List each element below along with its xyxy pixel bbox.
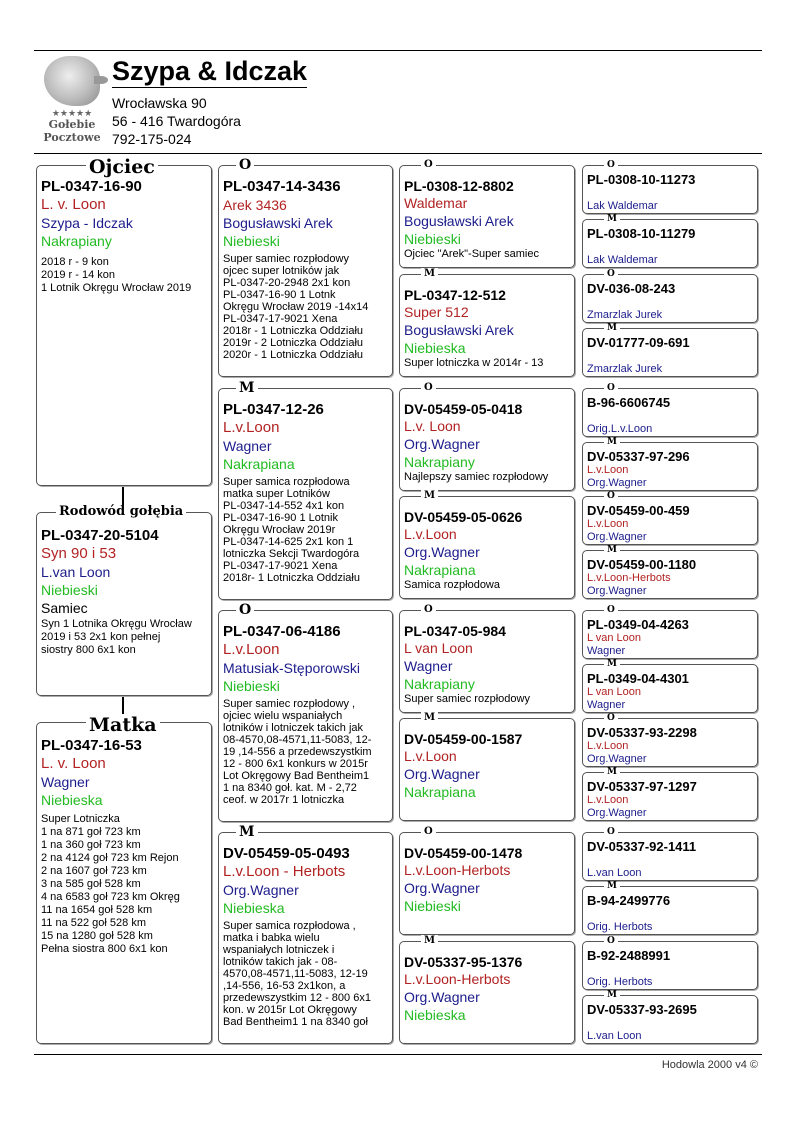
label-m: M (421, 935, 438, 946)
gen3-card-8[interactable] (399, 941, 575, 1044)
gen2-3-note: Super samiec rozpłodowy , ojciec wielu wspaniałych lotników i lotniczek takich jak 08-4570,08-4571,11-5083, 12- 19 ,14-556 a przedewszystkim 12 - 800 6x1 konkurs w 2015r Lot Okręgowy Bad Bentheim1 1 na 8340 goł. kat. M - 2,72 ceof. w 2017r 1 lotniczka (223, 698, 372, 806)
gen2-4-ring: DV-05459-05-0493 (223, 845, 350, 862)
gen4-4-breeder: Zmarzlak Jurek (587, 363, 663, 375)
gen3-5-color: Nakrapiany (404, 676, 475, 692)
father-note: 2018 r - 9 kon 2019 r - 14 kon 1 Lotnik Okręgu Wrocław 2019 (41, 256, 192, 294)
label-rodowod: Rodowód gołębia (56, 505, 186, 519)
gen2-1-note: Super samiec rozpłodowy ojcec super lotników jak PL-0347-20-2948 2x1 kon PL-0347-16-90 1 Lotnk Okręgu Wrocław 2019 -14x14 PL-0347-17-9021 Xena 2018r - 1 Lotniczka Oddziału 2019r - 2 Lotniczka Oddziału 2020r - 1 Lotniczka Oddziału (223, 253, 369, 361)
label-o: O (421, 159, 436, 170)
gen4-7-ring: DV-05459-00-459 (587, 503, 690, 518)
gen3-1-name: Waldemar (404, 195, 468, 211)
label-m: M (421, 268, 438, 279)
subject-ring: PL-0347-20-5104 (41, 527, 159, 544)
gen4-card-5[interactable] (582, 388, 758, 437)
gen3-7-color: Niebieski (404, 898, 461, 914)
gen2-3-color: Niebieski (223, 678, 280, 694)
father-card[interactable] (36, 165, 212, 486)
gen3-3-breeder: Org.Wagner (404, 436, 480, 452)
gen4-card-10[interactable] (582, 664, 758, 713)
breeder-street: Wrocławska 90 (112, 95, 207, 111)
label-o: O (604, 606, 618, 615)
subject-card[interactable] (36, 512, 212, 696)
breeder-city: 56 - 416 Twardogóra (112, 113, 241, 129)
gen4-card-13[interactable] (582, 832, 758, 881)
mother-name: L. v. Loon (41, 755, 106, 772)
gen4-5-breeder: Orig.L.v.Loon (587, 423, 653, 435)
gen2-3-name: L.v.Loon (223, 641, 280, 658)
gen4-4-name (587, 350, 753, 363)
gen4-2-name (587, 241, 753, 254)
label-o: O (421, 604, 436, 615)
gen4-11-name: L.v.Loon (587, 740, 629, 752)
mother-card[interactable] (36, 722, 212, 1044)
gen4-10-breeder: Wagner (587, 699, 626, 711)
gen4-9-ring: PL-0349-04-4263 (587, 617, 689, 632)
gen3-5-note: Super samiec rozpłodowy (404, 693, 530, 705)
gen4-14-ring: B-94-2499776 (587, 893, 671, 908)
gen4-4-ring: DV-01777-09-691 (587, 335, 690, 350)
gen3-5-breeder: Wagner (404, 658, 453, 674)
gen3-3-color: Nakrapiany (404, 454, 475, 470)
gen3-3-name: L.v. Loon (404, 418, 461, 434)
gen3-4-color: Nakrapiana (404, 562, 476, 578)
gen4-card-8[interactable] (582, 550, 758, 599)
gen4-card-15[interactable] (582, 941, 758, 990)
gen4-card-4[interactable] (582, 328, 758, 377)
gen3-5-ring: PL-0347-05-984 (404, 623, 506, 639)
pigeon-head-icon (44, 56, 100, 106)
gen4-12-name: L.v.Loon (587, 794, 629, 806)
gen4-8-ring: DV-05459-00-1180 (587, 557, 697, 572)
gen3-2-color: Niebieska (404, 340, 466, 356)
subject-name: Syn 90 i 53 (41, 545, 117, 562)
gen3-6-ring: DV-05459-00-1587 (404, 731, 523, 747)
gen4-card-16[interactable] (582, 995, 758, 1044)
gen4-14-name (587, 908, 753, 921)
label-m: M (604, 546, 620, 555)
gen2-3-breeder: Matusiak-Stęporowski (223, 660, 360, 676)
gen3-7-breeder: Org.Wagner (404, 880, 480, 896)
logo-text-2: Pocztowe (43, 131, 101, 144)
gen3-card-5[interactable] (399, 610, 575, 713)
gen3-card-3[interactable] (399, 388, 575, 491)
header-rule (34, 153, 762, 154)
father-color: Nakrapiany (41, 233, 112, 249)
gen3-card-6[interactable] (399, 718, 575, 821)
gen4-13-breeder: L.van Loon (587, 867, 642, 879)
gen4-7-name: L.v.Loon (587, 518, 629, 530)
gen3-card-1[interactable] (399, 165, 575, 268)
label-ojciec: Ojciec (86, 156, 158, 178)
gen4-5-name (587, 410, 753, 423)
gen2-4-name: L.v.Loon - Herbots (223, 863, 346, 880)
gen3-8-breeder: Org.Wagner (404, 989, 480, 1005)
logo-stars: ★★★★★ (51, 108, 93, 118)
gen4-14-breeder: Orig. Herbots (587, 921, 653, 933)
footer-text: Hodowla 2000 v4 © (661, 1059, 758, 1071)
gen3-4-note: Samica rozpłodowa (404, 579, 500, 591)
father-name: L. v. Loon (41, 196, 106, 213)
gen4-16-ring: DV-05337-93-2695 (587, 1002, 697, 1017)
gen3-4-breeder: Org.Wagner (404, 544, 480, 560)
gen4-12-breeder: Org.Wagner (587, 807, 647, 819)
gen3-2-name: Super 512 (404, 304, 469, 320)
gen3-7-name: L.v.Loon-Herbots (404, 862, 511, 878)
label-o: O (604, 492, 618, 501)
subject-breeder: L.van Loon (41, 564, 111, 580)
label-o: O (604, 270, 618, 279)
label-o: O (421, 826, 436, 837)
gen4-12-ring: DV-05337-97-1297 (587, 779, 697, 794)
gen4-card-12[interactable] (582, 772, 758, 821)
gen4-card-14[interactable] (582, 886, 758, 935)
gen4-card-7[interactable] (582, 496, 758, 545)
gen2-2-name: L.v.Loon (223, 419, 280, 436)
gen4-1-ring: PL-0308-10-11273 (587, 172, 696, 187)
label-o: O (236, 158, 254, 172)
gen2-2-breeder: Wagner (223, 438, 272, 454)
father-breeder: Szypa - Idczak (41, 215, 133, 231)
gen4-8-name: L.v.Loon-Herbots (587, 572, 671, 584)
gen3-8-name: L.v.Loon-Herbots (404, 971, 511, 987)
subject-note: Syn 1 Lotnika Okręgu Wrocław 2019 i 53 2x1 kon pełnej siostry 800 6x1 kon (41, 618, 192, 656)
gen3-1-note: Ojciec "Arek"-Super samiec (404, 248, 539, 260)
label-m: M (604, 991, 620, 1000)
gen4-card-9[interactable] (582, 610, 758, 659)
gen2-1-name: Arek 3436 (223, 197, 287, 213)
label-m: M (604, 882, 620, 891)
gen3-4-name: L.v.Loon (404, 526, 457, 542)
breeder-phone: 792-175-024 (112, 131, 192, 147)
label-matka: Matka (86, 714, 160, 736)
subject-sex: Samiec (41, 600, 88, 616)
gen3-7-ring: DV-05459-00-1478 (404, 845, 523, 861)
gen4-3-ring: DV-036-08-243 (587, 281, 676, 296)
label-m: M (604, 438, 620, 447)
footer-rule (34, 1054, 762, 1055)
gen3-3-note: Najlepszy samiec rozpłodowy (404, 471, 549, 483)
mother-color: Niebieska (41, 792, 103, 808)
gen3-4-ring: DV-05459-05-0626 (404, 509, 523, 525)
gen4-card-1[interactable] (582, 165, 758, 214)
gen3-3-ring: DV-05459-05-0418 (404, 401, 523, 417)
gen3-card-2[interactable] (399, 274, 575, 377)
gen4-8-breeder: Org.Wagner (587, 585, 647, 597)
gen3-2-breeder: Bogusławski Arek (404, 322, 514, 338)
gen2-4-breeder: Org.Wagner (223, 882, 299, 898)
mother-note: Super Lotniczka 1 na 871 goł 723 km 1 na 360 goł 723 km 2 na 4124 goł 723 km Rejon 2 na 1607 goł 723 km 3 na 585 goł 528 km 4 na 6583 goł 723 km Okręg 11 na 1654 goł 528 km 11 na 522 goł 528 km 15 na 1280 goł 528 km Pełna siostra 800 6x1 kon (41, 813, 180, 955)
mother-breeder: Wagner (41, 774, 90, 790)
gen4-3-breeder: Zmarzlak Jurek (587, 309, 663, 321)
gen4-10-ring: PL-0349-04-4301 (587, 671, 689, 686)
gen4-6-breeder: Org.Wagner (587, 477, 647, 489)
gen4-13-name (587, 854, 753, 867)
gen3-6-breeder: Org.Wagner (404, 766, 480, 782)
gen4-10-name: L van Loon (587, 686, 642, 698)
mother-ring: PL-0347-16-53 (41, 737, 142, 754)
gen4-15-name (587, 963, 753, 976)
label-o: O (604, 937, 618, 946)
gen4-2-ring: PL-0308-10-11279 (587, 226, 696, 241)
label-m: M (421, 490, 438, 501)
gen4-9-name: L van Loon (587, 632, 642, 644)
gen2-card-4[interactable] (218, 832, 393, 1044)
logo (36, 56, 108, 148)
gen2-4-note: Super samica rozpłodowa , matka i babka wielu wspaniałych lotniczek i lotników takich jak - 08- 4570,08-4571,11-5083, 12-19 ,14-556, 16-53 2x1kon, a przedewszystkim 12 - 800 6x1 kon. w 2015r Lot Okręgowy Bad Bentheim1 1 na 8340 goł (223, 920, 371, 1028)
label-m: M (604, 660, 620, 669)
gen4-13-ring: DV-05337-92-1411 (587, 839, 697, 854)
gen3-6-color: Nakrapiana (404, 784, 476, 800)
label-o: O (604, 384, 618, 393)
gen3-card-4[interactable] (399, 496, 575, 599)
gen4-11-breeder: Org.Wagner (587, 753, 647, 765)
gen4-6-name: L.v.Loon (587, 464, 629, 476)
gen2-1-ring: PL-0347-14-3436 (223, 178, 341, 195)
gen4-5-ring: B-96-6606745 (587, 395, 671, 410)
gen2-card-3[interactable] (218, 610, 393, 822)
gen3-1-ring: PL-0308-12-8802 (404, 178, 514, 194)
gen4-15-ring: B-92-2488991 (587, 948, 671, 963)
label-m: M (604, 215, 620, 224)
gen2-1-color: Niebieski (223, 233, 280, 249)
top-rule (34, 50, 762, 51)
gen3-1-color: Niebieski (404, 231, 461, 247)
gen3-8-ring: DV-05337-95-1376 (404, 954, 523, 970)
gen4-3-name (587, 296, 753, 309)
label-m: M (236, 381, 258, 395)
gen2-card-2[interactable] (218, 388, 393, 600)
gen4-15-breeder: Orig. Herbots (587, 976, 653, 988)
gen2-4-color: Niebieska (223, 900, 285, 916)
label-m: M (604, 324, 620, 333)
gen3-6-name: L.v.Loon (404, 748, 457, 764)
gen3-1-breeder: Bogusławski Arek (404, 213, 514, 229)
gen3-5-name: L van Loon (404, 640, 473, 656)
breeder-info (112, 56, 307, 148)
gen2-2-color: Nakrapiana (223, 456, 295, 472)
breeder-name: Szypa & Idczak (112, 56, 308, 86)
gen4-11-ring: DV-05337-93-2298 (587, 725, 697, 740)
gen3-card-7[interactable] (399, 832, 575, 935)
gen2-2-note: Super samica rozpłodowa matka super Lotników PL-0347-14-552 4x1 kon PL-0347-16-90 1 Lotnik Okręgu Wrocław 2019r PL-0347-14-625 2x1 kon 1 lotniczka Sekcji Twardogóra PL-0347-17-9021 Xena 2018r- 1 Lotniczka Oddziału (223, 476, 360, 584)
label-m: M (604, 768, 620, 777)
subject-color: Niebieski (41, 582, 98, 598)
label-m: M (421, 712, 438, 723)
gen3-8-color: Niebieska (404, 1007, 466, 1023)
gen2-card-1[interactable] (218, 165, 393, 377)
gen4-1-breeder: Lak Waldemar (587, 200, 658, 212)
gen4-card-11[interactable] (582, 718, 758, 767)
label-o: O (604, 828, 618, 837)
gen4-card-3[interactable] (582, 274, 758, 323)
label-o: O (236, 603, 254, 617)
gen3-2-ring: PL-0347-12-512 (404, 287, 506, 303)
gen4-2-breeder: Lak Waldemar (587, 254, 658, 266)
gen2-3-ring: PL-0347-06-4186 (223, 623, 341, 640)
gen2-1-breeder: Bogusławski Arek (223, 215, 333, 231)
father-ring: PL-0347-16-90 (41, 178, 142, 195)
label-o: O (421, 382, 436, 393)
label-o: O (604, 161, 618, 170)
gen4-1-name (587, 187, 753, 200)
gen3-2-note: Super lotniczka w 2014r - 13 (404, 357, 544, 369)
gen4-7-breeder: Org.Wagner (587, 531, 647, 543)
label-o: O (604, 714, 618, 723)
gen4-16-breeder: L.van Loon (587, 1030, 642, 1042)
label-m: M (236, 825, 258, 839)
logo-text-1: Gołebie (48, 118, 96, 131)
gen4-6-ring: DV-05337-97-296 (587, 449, 690, 464)
gen4-card-2[interactable] (582, 219, 758, 268)
gen4-16-name (587, 1017, 753, 1030)
gen2-2-ring: PL-0347-12-26 (223, 401, 324, 418)
gen4-card-6[interactable] (582, 442, 758, 491)
gen4-9-breeder: Wagner (587, 645, 626, 657)
